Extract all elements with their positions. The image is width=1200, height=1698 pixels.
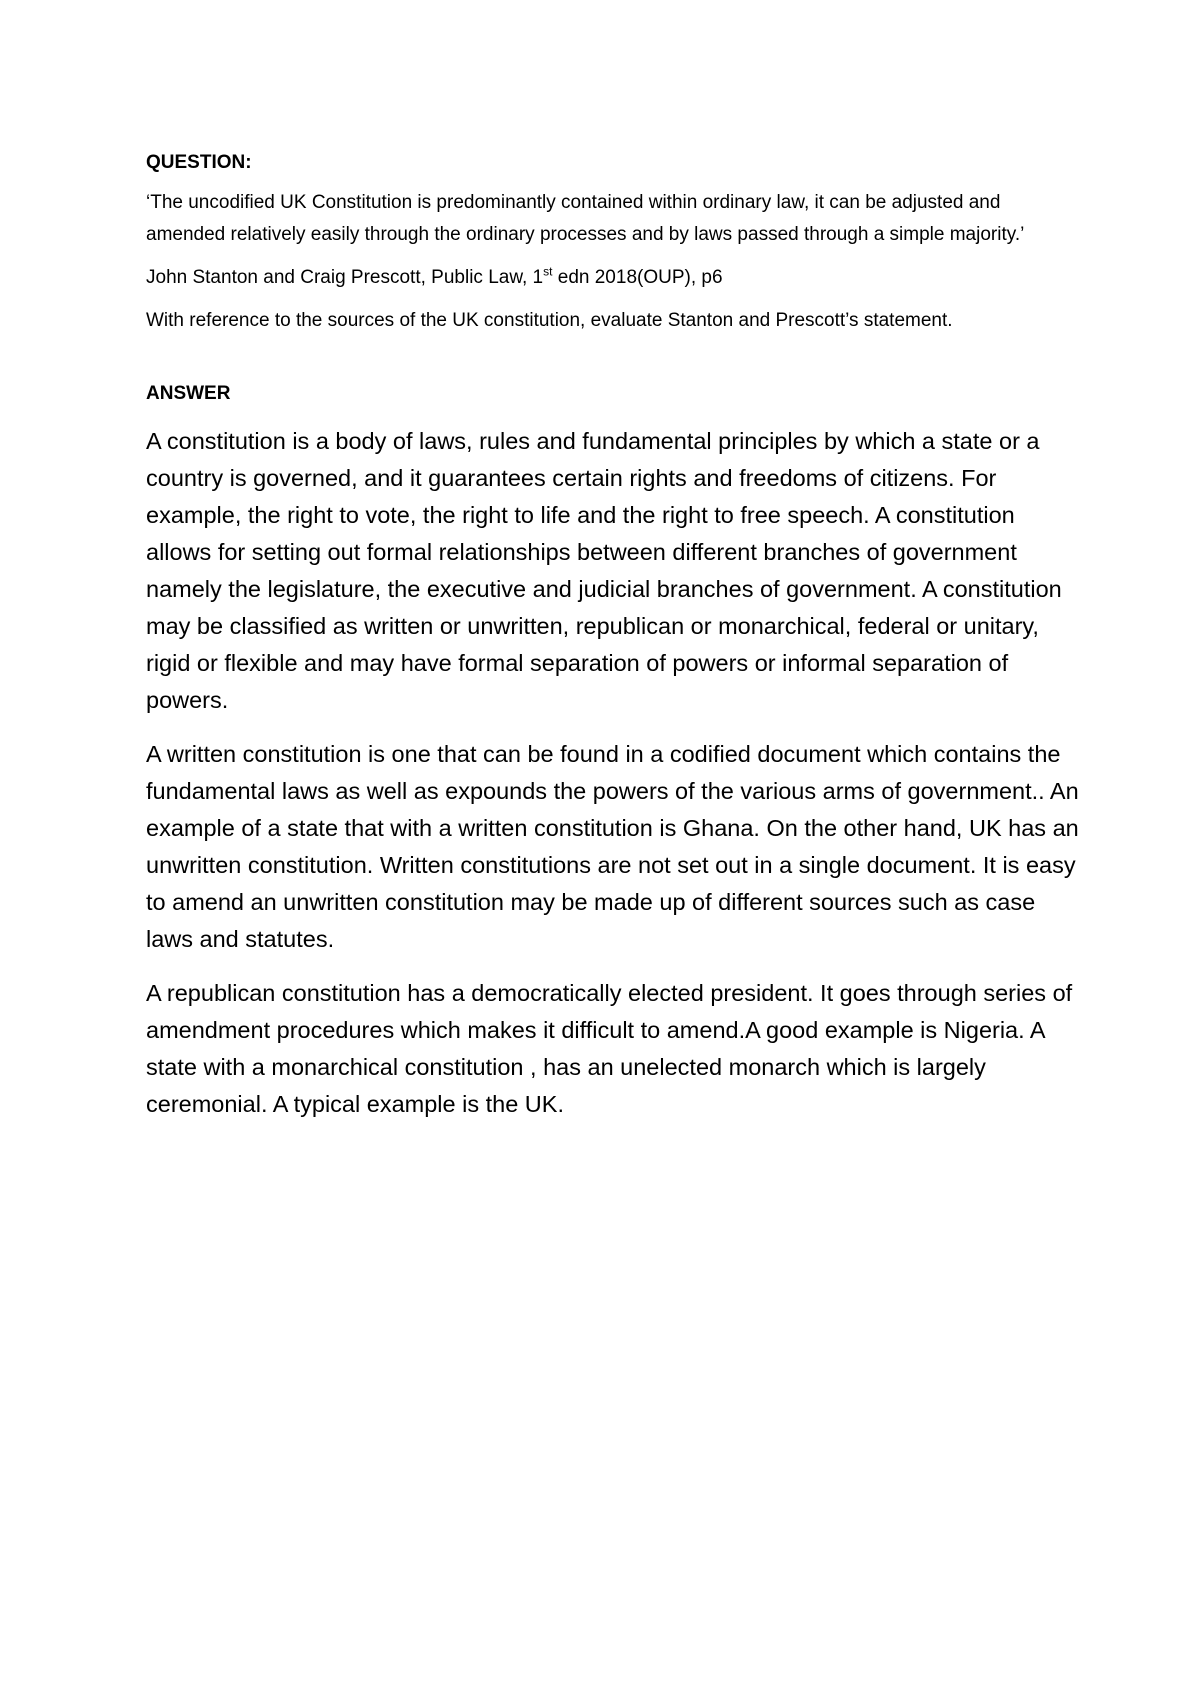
citation-superscript: st xyxy=(543,264,553,279)
answer-paragraph: A constitution is a body of laws, rules and fundamental principles by which a state or a country is governed, and it guarantees certain rights and freedoms of citizens. For example, the right to vote, the right to life and the right to free speech. A constitution allows for setting out formal relationships between different branches of government namely the legislature, the executive and judicial branches of government. A constitution may be classified as written or unwritten, republican or monarchical, federal or unitary, rigid or flexible and may have formal separation of powers or informal separation of powers. xyxy=(146,428,1062,713)
answer-paragraph: A written constitution is one that can be found in a codified document which contains the fundamental laws as well as expounds the powers of the various arms of government.. An example of a state that with a written constitution is Ghana. On the other hand, UK has an unwritten constitution. Written constitutions are not set out in a single document. It is easy to amend an unwritten constitution may be made up of different sources such as case laws and statutes. xyxy=(146,741,1079,952)
question-instruction: With reference to the sources of the UK constitution, evaluate Stanton and Prescott’s statement. xyxy=(146,310,953,331)
citation-text: John Stanton and Craig Prescott, Public Law, 1 xyxy=(146,267,544,288)
question-heading: QUESTION: xyxy=(146,152,252,173)
question-citation xyxy=(146,262,1081,294)
citation-text-end: edn 2018(OUP), p6 xyxy=(552,267,723,288)
question-quote: ‘The uncodified UK Constitution is predominantly contained within ordinary law, it can be adjusted and amended relatively easily through the ordinary processes and by laws passed through a simple majority.’ xyxy=(146,192,1025,245)
document-body xyxy=(146,150,1081,1140)
answer-paragraph: A republican constitution has a democratically elected president. It goes through series of amendment procedures which makes it difficult to amend.A good example is Nigeria. A state with a monarchical constitution , has an unelected monarch which is largely ceremonial. A typical example is the UK. xyxy=(146,980,1073,1117)
answer-heading: ANSWER xyxy=(146,383,231,404)
